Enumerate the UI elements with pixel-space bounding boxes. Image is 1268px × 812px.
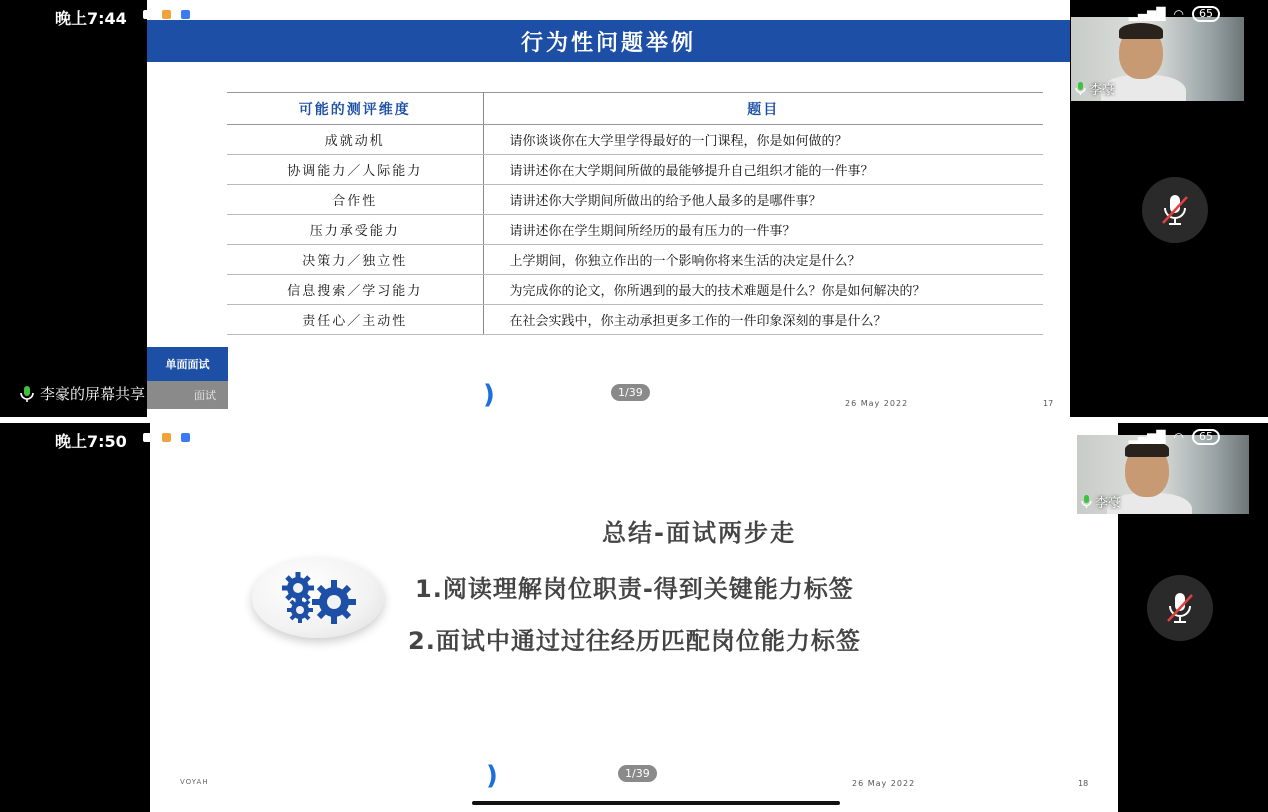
slide-decoration-icon: ) — [486, 761, 498, 791]
table-row — [227, 185, 1043, 215]
dimension-cell: 成就动机 — [227, 125, 483, 155]
notification-dot-icon — [143, 10, 152, 19]
slide-title: 行为性问题举例 — [147, 20, 1070, 62]
home-indicator[interactable] — [472, 801, 840, 805]
table-row — [227, 245, 1043, 275]
table-row — [227, 305, 1043, 335]
participant-name-label — [1075, 79, 1115, 98]
status-time: 晚上7:44 — [55, 9, 127, 28]
participant-name: 李豪 — [1095, 496, 1122, 511]
status-right-icons — [1129, 429, 1220, 445]
microphone-icon — [1075, 82, 1086, 95]
meeting-screenshot-2 — [0, 423, 1268, 812]
question-cell: 请讲述你在大学期间所做的最能够提升自己组织才能的一件事？ — [483, 155, 1043, 185]
mute-toggle-button[interactable] — [1147, 575, 1213, 641]
dimension-cell: 决策力／独立性 — [227, 245, 483, 275]
slide-title: 总结-面试两步走 — [602, 519, 796, 547]
notification-app-icon — [162, 433, 171, 442]
participant-name: 李豪 — [1089, 83, 1116, 98]
status-right-icons — [1129, 6, 1220, 22]
dimension-cell: 压力承受能力 — [227, 215, 483, 245]
slide-number: 18 — [1078, 779, 1089, 788]
signal-icon: ▂▄▆█ — [1128, 430, 1166, 444]
status-bar — [0, 0, 1268, 34]
table-row — [227, 215, 1043, 245]
wifi-icon: ◠ — [1173, 430, 1184, 444]
status-notification-icons — [143, 433, 190, 442]
dimension-cell: 责任心／主动性 — [227, 305, 483, 335]
notification-dot-icon — [143, 433, 152, 442]
shared-slide — [150, 423, 1118, 812]
slide-decoration-icon: ) — [483, 380, 495, 410]
gears-icon — [252, 558, 384, 638]
interview-mode-tag-secondary: 面试 — [147, 381, 228, 409]
interview-mode-tag: 单面面试 — [147, 347, 228, 381]
battery-icon: 65 — [1192, 429, 1220, 445]
question-cell: 请讲述你大学期间所做出的给予他人最多的是哪件事？ — [483, 185, 1043, 215]
question-cell: 上学期间，你独立作出的一个影响你将来生活的决定是什么？ — [483, 245, 1043, 275]
mute-toggle-button[interactable] — [1142, 177, 1208, 243]
slide-date: 26 May 2022 — [845, 399, 909, 408]
summary-step-1: 1.阅读理解岗位职责-得到关键能力标签 — [415, 575, 854, 603]
wifi-icon: ◠ — [1173, 7, 1184, 21]
dimension-cell: 协调能力／人际能力 — [227, 155, 483, 185]
slide-date: 26 May 2022 — [852, 779, 916, 788]
question-cell: 请讲述你在学生期间所经历的最有压力的一件事？ — [483, 215, 1043, 245]
signal-icon: ▂▄▆█ — [1128, 7, 1166, 21]
gears-graphic — [252, 558, 384, 638]
notification-app-icon — [162, 10, 171, 19]
status-bar — [0, 423, 1268, 457]
battery-icon: 65 — [1192, 6, 1220, 22]
microphone-icon — [1081, 495, 1092, 508]
microphone-icon — [20, 386, 34, 402]
dimension-cell: 合作性 — [227, 185, 483, 215]
brand-logo-text: VOYAH — [180, 778, 209, 786]
table-row — [227, 155, 1043, 185]
notification-meeting-icon — [181, 433, 190, 442]
summary-step-2: 2.面试中通过过往经历匹配岗位能力标签 — [408, 627, 861, 655]
notification-meeting-icon — [181, 10, 190, 19]
status-notification-icons — [143, 10, 190, 19]
table-header-dimension: 可能的测评维度 — [227, 93, 483, 125]
shared-slide — [147, 0, 1070, 417]
screen-share-label-text: 李豪的屏幕共享 — [40, 385, 146, 403]
microphone-muted-icon — [1160, 193, 1190, 227]
table-row — [227, 125, 1043, 155]
table-header-row — [227, 93, 1043, 125]
table-row — [227, 275, 1043, 305]
page-indicator[interactable]: 1/39 — [611, 384, 650, 401]
question-cell: 为完成你的论文，你所遇到的最大的技术难题是什么？你是如何解决的？ — [483, 275, 1043, 305]
screen-share-label — [20, 383, 145, 404]
slide-number: 17 — [1043, 399, 1054, 408]
participant-name-label — [1081, 492, 1121, 511]
question-cell: 在社会实践中，你主动承担更多工作的一件印象深刻的事是什么？ — [483, 305, 1043, 335]
status-time: 晚上7:50 — [55, 432, 127, 451]
question-table — [227, 92, 1043, 335]
dimension-cell: 信息搜索／学习能力 — [227, 275, 483, 305]
page-indicator[interactable]: 1/39 — [618, 765, 657, 782]
question-cell: 请你谈谈你在大学里学得最好的一门课程，你是如何做的？ — [483, 125, 1043, 155]
table-header-question: 题目 — [483, 93, 1043, 125]
microphone-muted-icon — [1165, 591, 1195, 625]
